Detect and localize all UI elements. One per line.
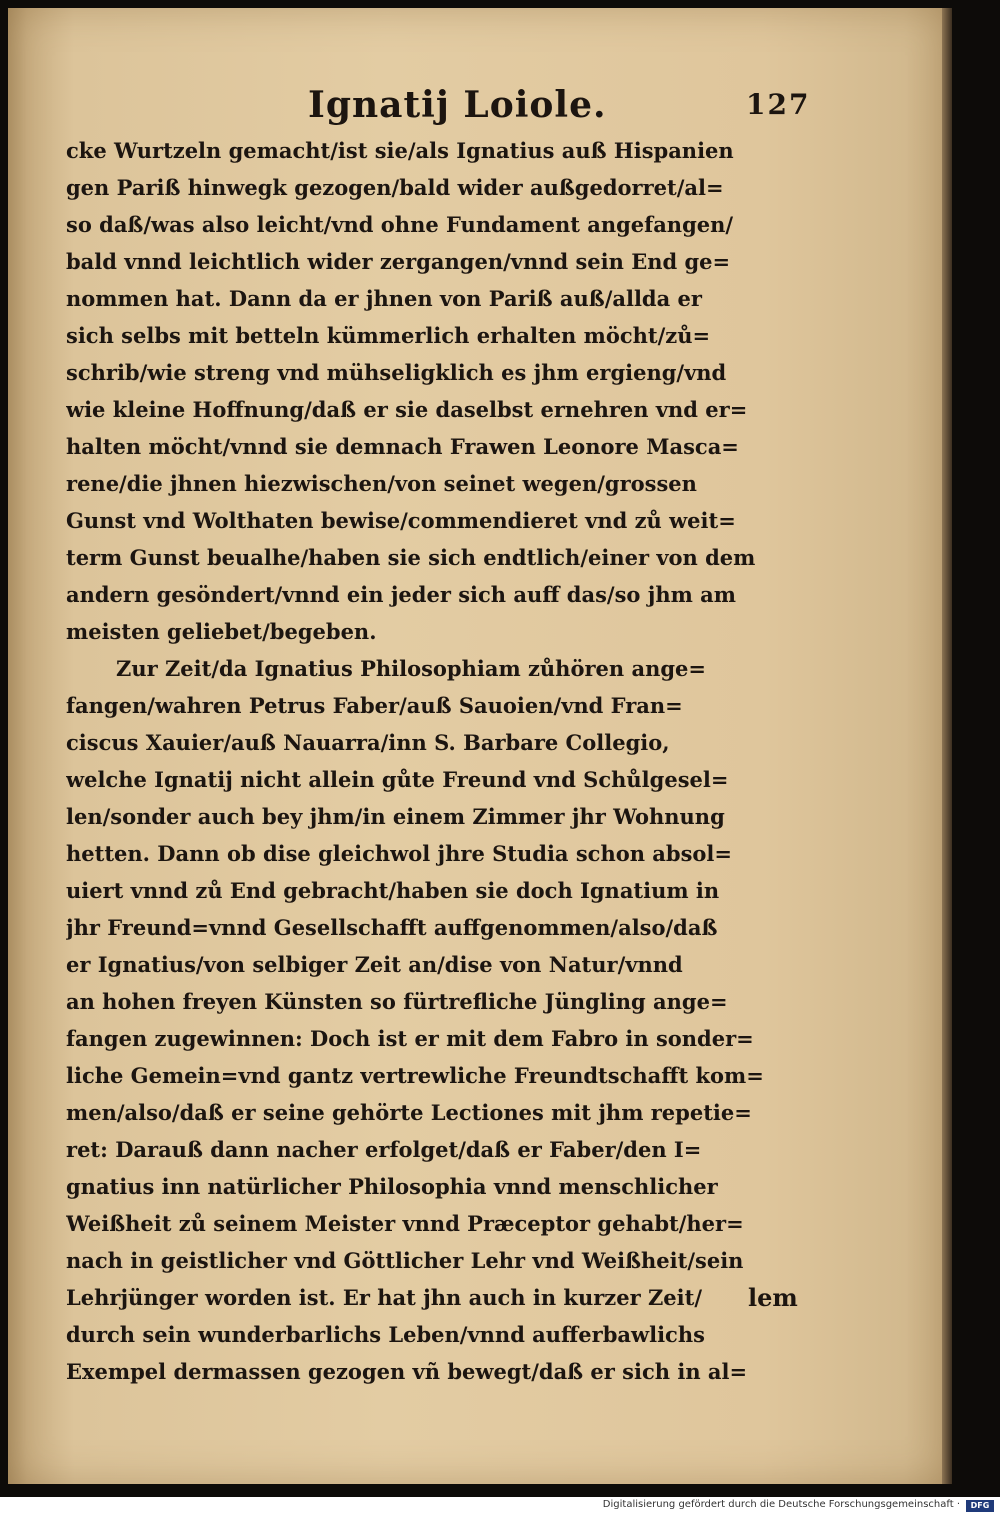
text-line: cke Wurtzeln gemacht/ist sie/als Ignatius auß Hispanien: [66, 138, 734, 163]
text-line: rene/die jhnen hiezwischen/von seinet wegen/grossen: [66, 471, 697, 496]
text-line: halten möcht/vnnd sie demnach Frawen Leonore Masca=: [66, 434, 739, 459]
text-line: sich selbs mit betteln kümmerlich erhalten möcht/zů=: [66, 323, 711, 348]
text-line: durch sein wunderbarlichs Leben/vnnd aufferbawlichs: [66, 1322, 705, 1347]
text-line: ciscus Xauier/auß Nauarra/inn S. Barbare Collegio,: [66, 730, 670, 755]
text-line: Gunst vnd Wolthaten bewise/commendieret vnd zů weit=: [66, 508, 736, 533]
text-line: welche Ignatij nicht allein gůte Freund vnd Schůlgesel=: [66, 767, 729, 792]
text-line: gen Pariß hinwegk gezogen/bald wider außgedorret/al=: [66, 175, 724, 200]
page-header: [8, 84, 952, 132]
text-line: men/also/daß er seine gehörte Lectiones mit jhm repetie=: [66, 1100, 752, 1125]
footer-credit: Digitalisierung gefördert durch die Deutsche Forschungsgemeinschaft ·: [602, 1499, 960, 1510]
text-line: schrib/wie streng vnd mühseligklich es jhm ergieng/vnd: [66, 360, 727, 385]
text-line: jhr Freund=vnnd Gesellschafft auffgenommen/also/daß: [66, 915, 718, 940]
text-line: so daß/was also leicht/vnd ohne Fundament angefangen/: [66, 212, 734, 237]
text-line: ret: Darauß dann nacher erfolget/daß er Faber/den I=: [66, 1137, 702, 1162]
page-number: 127: [746, 88, 811, 121]
text-line: uiert vnnd zů End gebracht/haben sie doch Ignatium in: [66, 878, 720, 903]
text-line: len/sonder auch bey jhm/in einem Zimmer jhr Wohnung: [66, 804, 725, 829]
text-line: Exempel dermassen gezogen vñ bewegt/daß er sich in al=: [66, 1359, 748, 1384]
text-line: andern gesöndert/vnnd ein jeder sich auff das/so jhm am: [66, 582, 736, 607]
text-line: term Gunst beualhe/haben sie sich endtlich/einer von dem: [66, 545, 756, 570]
footer: [0, 1497, 1000, 1515]
text-line: Weißheit zů seinem Meister vnnd Præceptor gehabt/her=: [66, 1211, 744, 1236]
body-text: [66, 132, 826, 1390]
text-line: wie kleine Hoffnung/daß er sie daselbst ernehren vnd er=: [66, 397, 748, 422]
text-line: nach in geistlicher vnd Göttlicher Lehr vnd Weißheit/sein: [66, 1248, 744, 1273]
text-line: Lehrjünger worden ist. Er hat jhn auch in kurzer Zeit/: [66, 1285, 702, 1310]
text-line: bald vnnd leichtlich wider zergangen/vnnd sein End ge=: [66, 249, 731, 274]
text-line: gnatius inn natürlicher Philosophia vnnd menschlicher: [66, 1174, 718, 1199]
book-page: [8, 8, 952, 1484]
text-line: fangen zugewinnen: Doch ist er mit dem Fabro in sonder=: [66, 1026, 754, 1051]
dfg-logo: DFG: [966, 1500, 994, 1512]
running-head: Ignatij Loiole.: [308, 84, 607, 126]
text-line: an hohen freyen Künsten so fürtrefliche Jüngling ange=: [66, 989, 728, 1014]
text-line: nommen hat. Dann da er jhnen von Pariß auß/allda er: [66, 286, 702, 311]
catchword: lem: [748, 1283, 798, 1312]
text-line: hetten. Dann ob dise gleichwol jhre Studia schon absol=: [66, 841, 733, 866]
page-spine-shadow: [942, 8, 952, 1484]
text-line: meisten geliebet/begeben.: [66, 619, 377, 644]
text-line: fangen/wahren Petrus Faber/auß Sauoien/vnd Fran=: [66, 693, 683, 718]
text-line: liche Gemein=vnd gantz vertrewliche Freundtschafft kom=: [66, 1063, 764, 1088]
text-line: Zur Zeit/da Ignatius Philosophiam zůhören ange=: [116, 656, 706, 681]
text-line: er Ignatius/von selbiger Zeit an/dise von Natur/vnnd: [66, 952, 683, 977]
